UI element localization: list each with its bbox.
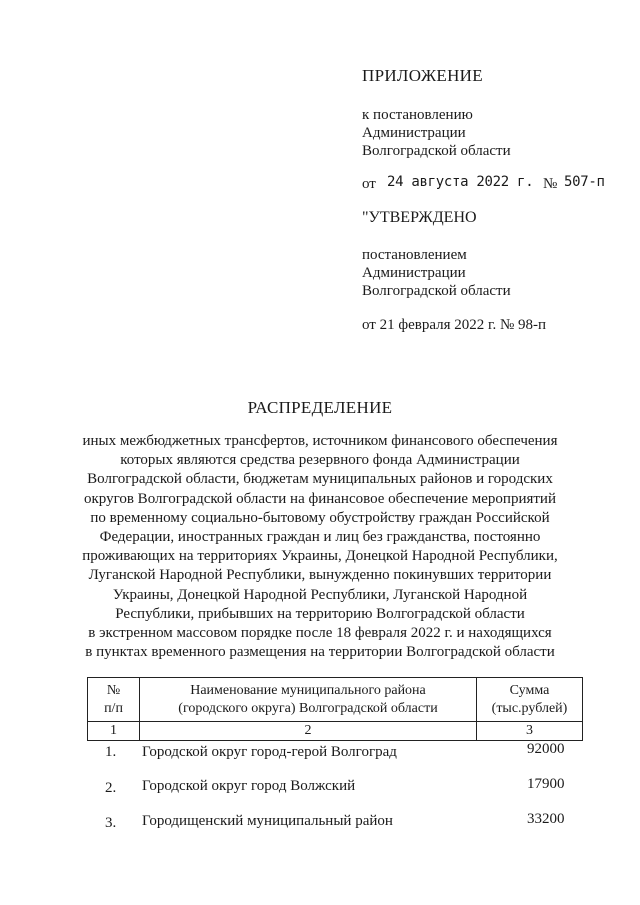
row-3-num: 3. xyxy=(105,815,117,831)
body-line: иных межбюджетных трансфертов, источником финансового обеспечения xyxy=(82,433,558,449)
body-line: в экстренном массовом порядке после 18 февраля 2022 г. и находящихся xyxy=(88,625,552,642)
to-resolution-text: к постановлению xyxy=(362,107,473,123)
row-1-num: 1. xyxy=(105,744,117,760)
document-body xyxy=(60,432,580,662)
row-2-num: 2. xyxy=(105,780,117,796)
approval-region-text: Волгоградской области xyxy=(362,283,511,299)
appendix-title: ПРИЛОЖЕНИЕ xyxy=(362,66,483,85)
header-sum-line1: Сумма xyxy=(509,682,550,698)
document-title: РАСПРЕДЕЛЕНИЕ xyxy=(247,398,393,417)
column-number: 3 xyxy=(477,722,583,741)
body-line: Украины, Донецкой Народной Республики, Луганской Народной xyxy=(112,586,528,603)
body-line: по временному социально-бытовому обустройству граждан Российской xyxy=(90,509,550,526)
column-number: 1 xyxy=(88,722,140,741)
body-line: Республики, прибывших на территорию Волгоградской области xyxy=(115,605,525,622)
approval-administration-text: Администрации xyxy=(362,265,466,281)
body-line: в пунктах временного размещения на территории Волгоградской области xyxy=(85,644,555,661)
header-num-cell xyxy=(88,678,140,722)
row-3-sum: 33200 xyxy=(527,811,565,827)
header-name-line2: (городского округа) Волгоградской области xyxy=(178,700,438,716)
row-1-sum: 92000 xyxy=(527,741,565,757)
header-sum-line2: (тыс.рублей) xyxy=(491,700,568,716)
administration-text: Администрации xyxy=(362,125,466,141)
table-header-row xyxy=(88,678,583,722)
table-column-numbers-row xyxy=(88,722,583,741)
body-line: Луганской Народной Республики, вынужденно покинувших территории xyxy=(88,567,552,584)
body-line: Федерации, иностранных граждан и лиц без гражданства, постоянно xyxy=(99,529,541,546)
body-line: проживающих на территориях Украины, Донецкой Народной Республики, xyxy=(82,548,558,565)
date-prefix: от xyxy=(362,176,376,192)
date-value: 24 августа 2022 г. xyxy=(387,174,534,190)
header-name-line1: Наименование муниципального района xyxy=(190,682,426,698)
column-number: 2 xyxy=(140,722,477,741)
row-3-name: Городищенский муниципальный район xyxy=(142,813,393,829)
number-value: 507-п xyxy=(564,174,605,190)
header-name-cell xyxy=(140,678,477,722)
header-num-line2: п/п xyxy=(104,700,123,716)
number-prefix: № xyxy=(543,176,558,192)
approved-heading: "УТВЕРЖДЕНО xyxy=(362,209,477,226)
body-line: Волгоградской области, бюджетам муниципальных районов и городских xyxy=(87,471,553,488)
row-1-name: Городской округ город-герой Волгоград xyxy=(142,744,397,760)
region-text: Волгоградской области xyxy=(362,143,511,159)
row-2-name: Городской округ город Волжский xyxy=(142,778,356,794)
header-num-line1: № xyxy=(106,682,121,698)
header-sum-cell xyxy=(477,678,583,722)
approval-date-line: от 21 февраля 2022 г. № 98-п xyxy=(362,317,547,333)
approval-resolution-text: постановлением xyxy=(362,247,467,263)
distribution-table xyxy=(87,677,583,741)
body-line: которых являются средства резервного фонда Администрации xyxy=(120,452,520,469)
body-line: округов Волгоградской области на финансовое обеспечение мероприятий xyxy=(83,490,556,507)
row-2-sum: 17900 xyxy=(527,776,565,792)
